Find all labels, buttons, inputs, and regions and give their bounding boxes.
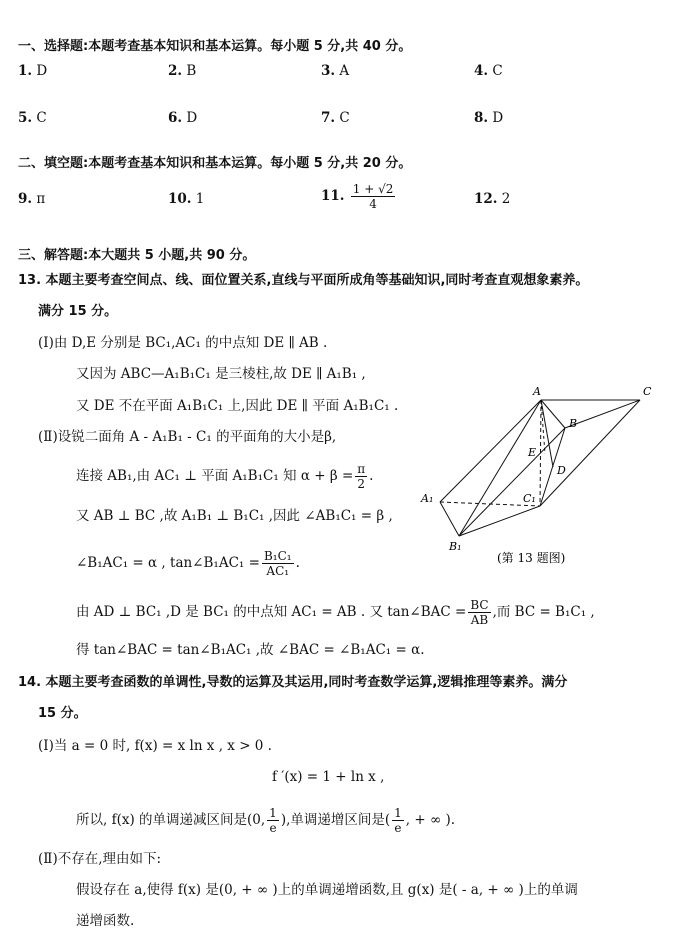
- q13-part2-line1: (Ⅱ)设锐二面角 A - A₁B₁ - C₁ 的平面角的大小是β,: [38, 429, 337, 445]
- q14-derivative: f ′(x) = 1 + ln x ,: [272, 769, 385, 785]
- fig-label-B: B: [569, 417, 578, 430]
- answer-1: 1. D: [18, 63, 48, 79]
- fig-label-E: E: [528, 446, 537, 459]
- answer-12: 12. 2: [474, 191, 511, 207]
- answer-2: 2. B: [168, 63, 197, 79]
- q13-part1-line2: 又因为 ABC—A₁B₁C₁ 是三棱柱,故 DE ∥ A₁B₁ ,: [76, 366, 366, 382]
- q14-part2-line1: (Ⅱ)不存在,理由如下:: [38, 851, 162, 867]
- q13-part2-line6: 得 tan∠BAC = tan∠B₁AC₁ ,故 ∠BAC = ∠B₁AC₁ = α.: [76, 642, 425, 658]
- section2-header: 二、填空题:本题考查基本知识和基本运算。每小题 5 分,共 20 分。: [18, 156, 412, 171]
- q13-part2-line4: ∠B₁AC₁ = α , tan∠B₁AC₁ = $\frac{\text{B₁C₁}}{\text{AC₁}}$ .: [76, 549, 300, 578]
- fig-label-B1: B₁: [449, 540, 462, 553]
- section1-header: 一、选择题:本题考查基本知识和基本运算。每小题 5 分,共 40 分。: [18, 39, 412, 54]
- q13-part1-line3: 又 DE 不在平面 A₁B₁C₁ 上,因此 DE ∥ 平面 A₁B₁C₁ .: [76, 398, 399, 414]
- q14-intro: 14. 本题主要考查函数的单调性,导数的运算及其运用,同时考查数学运算,逻辑推理等素养。满分: [18, 675, 568, 690]
- q14-part2-line2: 假设存在 a,使得 f(x) 是(0, + ∞ )上的单调递增函数,且 g(x) 是( - a, + ∞ )上的单调: [76, 882, 578, 898]
- q13-part2-line3: 又 AB ⊥ BC ,故 A₁B₁ ⊥ B₁C₁ ,因此 ∠AB₁C₁ = β ,: [76, 508, 393, 524]
- q13-part2-line5: 由 AD ⊥ BC₁ ,D 是 BC₁ 的中点知 AC₁ = AB . 又 tan∠BAC = $\frac{BC}{AB}$ ,而 BC = B₁C₁ ,: [76, 598, 595, 627]
- fig-label-C: C: [643, 385, 652, 398]
- q14-part2-line3: 递增函数.: [76, 913, 135, 929]
- q14-score: 15 分。: [38, 706, 87, 721]
- answer-8: 8. D: [474, 110, 504, 126]
- fig-label-A1: A₁: [421, 492, 434, 505]
- section3-header: 三、解答题:本大题共 5 小题,共 90 分。: [18, 248, 256, 263]
- q13-figure: [415, 380, 665, 570]
- q13-score: 满分 15 分。: [38, 304, 118, 319]
- q13-part2-line2: 连接 AB₁,由 AC₁ ⊥ 平面 A₁B₁C₁ 知 α + β = $\frac{\pi}{2}$ .: [76, 462, 374, 491]
- fig-label-A: A: [533, 385, 541, 398]
- answer-7: 7. C: [321, 110, 350, 126]
- fig-label-D: D: [557, 464, 566, 477]
- answer-10: 10. 1: [168, 191, 205, 207]
- answer-11: 11. $\frac{1 + √2}{4}$: [321, 182, 394, 211]
- answer-3: 3. A: [321, 63, 350, 79]
- fig-caption: (第 13 题图): [497, 551, 566, 565]
- q13-intro: 13. 本题主要考查空间点、线、面位置关系,直线与平面所成角等基础知识,同时考查直观想象素养。: [18, 273, 589, 288]
- fig-label-C1: C₁: [523, 492, 536, 505]
- q14-part1-line3: 所以, f(x) 的单调递减区间是(0, $\frac{1}{e}$ ),单调递增区间是( $\frac{1}{e}$ , + ∞ ).: [76, 806, 456, 835]
- answer-5: 5. C: [18, 110, 47, 126]
- answer-6: 6. D: [168, 110, 198, 126]
- q14-part1-line1: (Ⅰ)当 a = 0 时, f(x) = x ln x , x > 0 .: [38, 738, 272, 754]
- answer-9: 9. π: [18, 191, 46, 207]
- answer-4: 4. C: [474, 63, 503, 79]
- q13-part1-line1: (Ⅰ)由 D,E 分别是 BC₁,AC₁ 的中点知 DE ∥ AB .: [38, 335, 328, 351]
